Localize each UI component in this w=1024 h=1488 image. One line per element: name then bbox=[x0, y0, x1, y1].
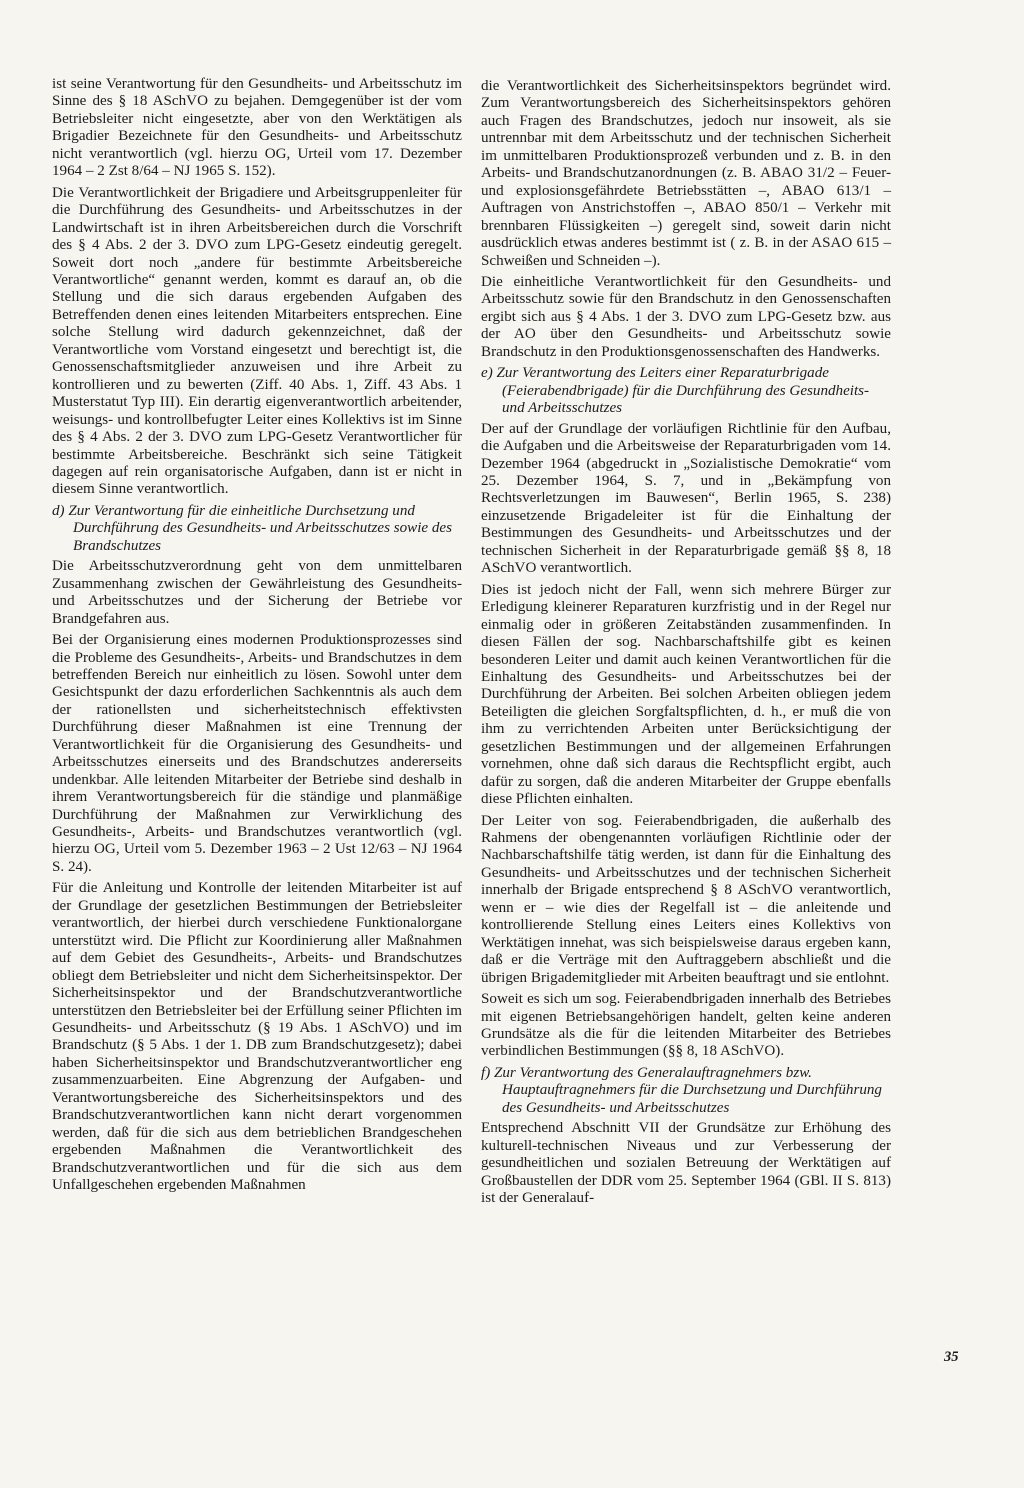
paragraph: die Verantwortlichkeit des Sicherheitsinspektors begründet wird. Zum Verantwortungsbereich des Sicherheitsinspektors gehören auch Fragen des Brandschutzes, jedoch nur insoweit, als sie untrennbar mit dem Arbeitsschutz und der technischen Sicherheit im unmittelbaren Produktionsprozeß verbunden und z. B. in den Arbeits- und Brandschutzanordnungen (z. B. ABAO 31/2 – Feuer- und explosionsgefährdete Betriebsstätten –, ABAO 613/1 – Auftragen von Anstrichstoffen –, ABAO 850/1 – Verkehr mit brennbaren Flüssigkeiten –) geregelt sind, soweit darin nicht ausdrücklich etwas anderes bestimmt ist ( z. B. in der ASAO 615 – Schweißen und Schneiden –). bbox=[481, 78, 891, 269]
paragraph: Entsprechend Abschnitt VII der Grundsätze zur Erhöhung des kulturell-technischen Niveaus und zur Verbesserung der gesundheitlichen und sozialen Betreuung der Werktätigen auf Großbaustellen der DDR vom 25. September 1964 (GBl. II S. 813) ist der Generalauf- bbox=[481, 1120, 891, 1207]
paragraph: Die einheitliche Verantwortlichkeit für den Gesundheits- und Arbeitsschutz sowie für den Brandschutz in den Genossenschaften ergibt sich aus § 4 Abs. 1 der 3. DVO zum LPG-Gesetz bzw. aus der AO über den Gesundheits- und Arbeitsschutz sowie Brandschutz in den Produktionsgenossenschaften des Handwerks. bbox=[481, 273, 891, 360]
paragraph: Der Leiter von sog. Feierabendbrigaden, die außerhalb des Rahmens der obengenannten vorläufigen Richtlinie oder der Nachbarschaftshilfe tätig werden, ist dann für die Einhaltung des Gesundheits- und Arbeitsschutzes und der technischen Sicherheit innerhalb der Brigade entsprechend § 8 ASchVO verantwortlich, wenn er – wie dies der Regelfall ist – die anleitende und kontrollierende Stellung eines Leiters eines Kollektivs von Werktätigen innehat, was sich beispielsweise daraus ergeben kann, daß er die Verträge mit den Auftraggebern abschließt und die übrigen Brigademitglieder mit Arbeiten beauftragt und sie entlohnt. bbox=[481, 812, 891, 986]
section-heading-f: f) Zur Verantwortung des Generalauftragnehmers bzw. Hauptauftragnehmers für die Durchsetzung und Durchführung des Gesundheits- und Arbeitsschutzes bbox=[481, 1064, 882, 1116]
paragraph: Die Arbeitsschutzverordnung geht von dem unmittelbaren Zusammenhang zwischen der Gewährleistung des Gesundheits- und Arbeitsschutzes und der Sicherung der Betriebe vor Brandgefahren aus. bbox=[52, 558, 462, 627]
left-column bbox=[52, 76, 462, 1199]
paragraph: Für die Anleitung und Kontrolle der leitenden Mitarbeiter ist auf der Grundlage der gesetzlichen Bestimmungen der Betriebsleiter verantwortlich, der hierbei durch verschiedene Funktionalorgane unterstützt wird. Die Pflicht zur Koordinierung aller Maßnahmen auf dem Gebiet des Gesundheits-, Arbeits- und Brandschutzes obliegt dem Betriebsleiter und nicht dem Sicherheitsinspektor. Der Sicherheitsinspektor und der Brandschutzverantwortliche unterstützen den Betriebsleiter bei der Erfüllung seiner Pflichten im Gesundheits- und Arbeitsschutz (§ 19 Abs. 1 ASchVO) und im Brandschutz (§ 5 Abs. 1 der 1. DB zum Brandschutzgesetz); dabei haben Sicherheitsinspektor und Brandschutzverantwortlicher eng zusammenzuarbeiten. Eine Abgrenzung der Aufgaben- und Verantwortungsbereiche des Sicherheitsinspektors und des Brandschutzverantwortlichen kann nicht derart vorgenommen werden, daß für die sich aus dem betrieblichen Brandgeschehen ergebenden Maßnahmen die Verantwortlichkeit des Brandschutzverantwortlichen und für die sich aus dem Unfallgeschehen ergebenden Maßnahmen bbox=[52, 880, 462, 1194]
paragraph: Bei der Organisierung eines modernen Produktionsprozesses sind die Probleme des Gesundheits-, Arbeits- und Brandschutzes in dem betreffenden Bereich nur einheitlich zu lösen. Sowohl unter dem Gesichtspunkt der dazu erforderlichen Sachkenntnis als auch dem der rationellsten und sicherheitstechnisch effektivsten Durchführung dieser Maßnahmen ist eine Trennung der Verantwortlichkeit für die Organisierung des Gesundheits- und Arbeitsschutzes einerseits und des Brandschutzes andererseits undenkbar. Alle leitenden Mitarbeiter der Betriebe sind deshalb in ihrem Verantwortungsbereich für die ständige und planmäßige Durchführung der Maßnahmen zur Verwirklichung des Gesundheits-, Arbeits- und Brandschutzes verantwortlich (vgl. hierzu OG, Urteil vom 5. Dezember 1963 – 2 Ust 12/63 – NJ 1964 S. 24). bbox=[52, 632, 462, 875]
section-heading-d: d) Zur Verantwortung für die einheitliche Durchsetzung und Durchführung des Gesundheits- und Arbeitsschutzes sowie des Brandschutzes bbox=[52, 502, 452, 554]
paragraph: ist seine Verantwortung für den Gesundheits- und Arbeitsschutz im Sinne des § 18 ASchVO zu bejahen. Demgegenüber ist der vom Betriebsleiter nicht eingesetzte, aber von den Werktätigen als Brigadier Bezeichnete für den Gesundheits- und Arbeitsschutz nicht verantwortlich (vgl. hierzu OG, Urteil vom 17. Dezember 1964 – 2 Zst 8/64 – NJ 1965 S. 152). bbox=[52, 76, 462, 180]
right-column bbox=[481, 78, 891, 1212]
paragraph: Dies ist jedoch nicht der Fall, wenn sich mehrere Bürger zur Erledigung kleinerer Reparaturen kurzfristig und in der Regel nur einmalig oder in größeren Zeitabständen zusammenfinden. In diesen Fällen der sog. Nachbarschaftshilfe gibt es keinen besonderen Leiter und damit auch keinen Verantwortlichen für die Einhaltung des Gesundheits- und Arbeitsschutzes bei der Durchführung der Arbeiten. Bei solchen Arbeiten obliegen jedem Beteiligten die gleichen Sorgfaltspflichten, d. h., er muß die von ihm zu verrichtenden Arbeiten unter Berücksichtigung der gesetzlichen Bestimmungen und der allgemeinen Erfahrungen vornehmen, ohne daß sich daraus die Rechtspflicht ergibt, auch dafür zu sorgen, daß die anderen Mitarbeiter der Gruppe ebenfalls diese Pflichten einhalten. bbox=[481, 581, 891, 808]
section-heading-e: e) Zur Verantwortung des Leiters einer Reparaturbrigade (Feierabendbrigade) für die Durchführung des Gesundheits- und Arbeitsschutzes bbox=[481, 365, 870, 417]
page-number: 35 bbox=[944, 1349, 959, 1365]
paragraph: Der auf der Grundlage der vorläufigen Richtlinie für den Aufbau, die Aufgaben und die Arbeitsweise der Reparaturbrigaden vom 14. Dezember 1964 (abgedruckt in „Sozialistische Demokratie“ vom 25. Dezember 1964, S. 7, und in „Bekämpfung von Rechtsverletzungen im Bauwesen“, Berlin 1965, S. 238) einzusetzende Brigadeleiter ist für die Einhaltung der Bestimmungen des Gesundheits- und Arbeitsschutzes und der technischen Sicherheit in der Reparaturbrigade gemäß §§ 8, 18 ASchVO verantwortlich. bbox=[481, 420, 891, 577]
paragraph: Soweit es sich um sog. Feierabendbrigaden innerhalb des Betriebes mit eigenen Betriebsangehörigen handelt, gelten keine anderen Grundsätze als die für die leitenden Mitarbeiter des Betriebes verbindlichen Bestimmungen (§§ 8, 18 ASchVO). bbox=[481, 991, 891, 1060]
paragraph: Die Verantwortlichkeit der Brigadiere und Arbeitsgruppenleiter für die Durchführung des Gesundheits- und Arbeitsschutzes in der Landwirtschaft ist in ihren Arbeitsbereichen durch die Vorschrift des § 4 Abs. 2 der 3. DVO zum LPG-Gesetz eindeutig geregelt. Soweit dort noch „andere für bestimmte Arbeitsbereiche Verantwortliche“ genannt werden, kommt es darauf an, ob die Stellung und die sich daraus ergebenden Aufgaben des Betreffenden denen eines leitenden Mitarbeiters entsprechen. Eine solche Stellung wird dadurch gekennzeichnet, daß der Verantwortliche vom Vorstand eingesetzt und berechtigt ist, die Genossenschaftsmitglieder anzuweisen und ihre Arbeit zu kontrollieren und zu bewerten (Ziff. 40 Abs. 1, Ziff. 43 Abs. 1 Musterstatut Typ III). Ein derartig eigenverantwortlich arbeitender, weisungs- und kontrollbefugter Leiter eines Kollektivs ist im Sinne des § 4 Abs. 2 der 3. DVO zum LPG-Gesetz Verantwortlicher für bestimmte Arbeitsbereiche. Beschränkt sich seine Tätigkeit dagegen auf rein organisatorische Aufgaben, dann ist er nicht in diesem Sinne verantwortlich. bbox=[52, 184, 462, 498]
